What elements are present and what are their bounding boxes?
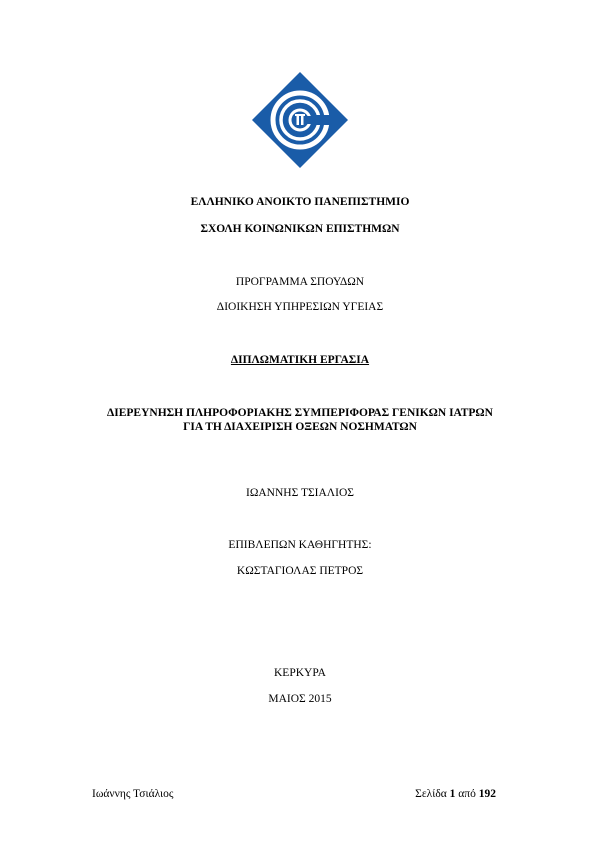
author-name: ΙΩΑΝΝΗΣ ΤΣΙΑΛΙΟΣ	[246, 487, 354, 499]
thesis-title-line1: ΔΙΕΡΕΥΝΗΣΗ ΠΛΗΡΟΦΟΡΙΑΚΗΣ ΣΥΜΠΕΡΙΦΟΡΑΣ ΓΕΝΙΚΩΝ ΙΑΤΡΩΝ	[107, 407, 493, 419]
footer-page-of: από	[458, 788, 476, 800]
place: ΚΕΡΚΥΡΑ	[274, 667, 326, 679]
program-name: ΔΙΟΙΚΗΣΗ ΥΠΗΡΕΣΙΩΝ ΥΓΕΙΑΣ	[216, 301, 384, 313]
school-name: ΣΧΟΛΗ ΚΟΙΝΩΝΙΚΩΝ ΕΠΙΣΤΗΜΩΝ	[200, 223, 400, 235]
footer-page-total: 192	[478, 788, 496, 800]
footer-author: Ιωάννης Τσιάλιος	[92, 788, 174, 800]
thesis-title-line2: ΓΙΑ ΤΗ ΔΙΑΧΕΙΡΙΣΗ ΟΞΕΩΝ ΝΟΣΗΜΑΤΩΝ	[183, 421, 417, 433]
program-label: ΠΡΟΓΡΑΜΜΑ ΣΠΟΥΔΩΝ	[235, 276, 365, 288]
supervisor-name: ΚΩΣΤΑΓΙΟΛΑΣ ΠΕΤΡΟΣ	[236, 565, 364, 577]
footer-page-prefix: Σελίδα	[415, 788, 447, 800]
supervisor-label: ΕΠΙΒΛΕΠΩΝ ΚΑΘΗΓΗΤΗΣ:	[228, 539, 372, 551]
university-seal-icon	[252, 72, 348, 168]
footer-page-number: 1	[449, 788, 456, 800]
footer-page-info	[415, 787, 496, 801]
thesis-type: ΔΙΠΛΩΜΑΤΙΚΗ ΕΡΓΑΣΙΑ	[230, 354, 370, 366]
university-name: ΕΛΛΗΝΙΚΟ ΑΝΟΙΚΤΟ ΠΑΝΕΠΙΣΤΗΜΙΟ	[190, 196, 410, 208]
date: ΜΑΙΟΣ 2015	[268, 693, 332, 705]
